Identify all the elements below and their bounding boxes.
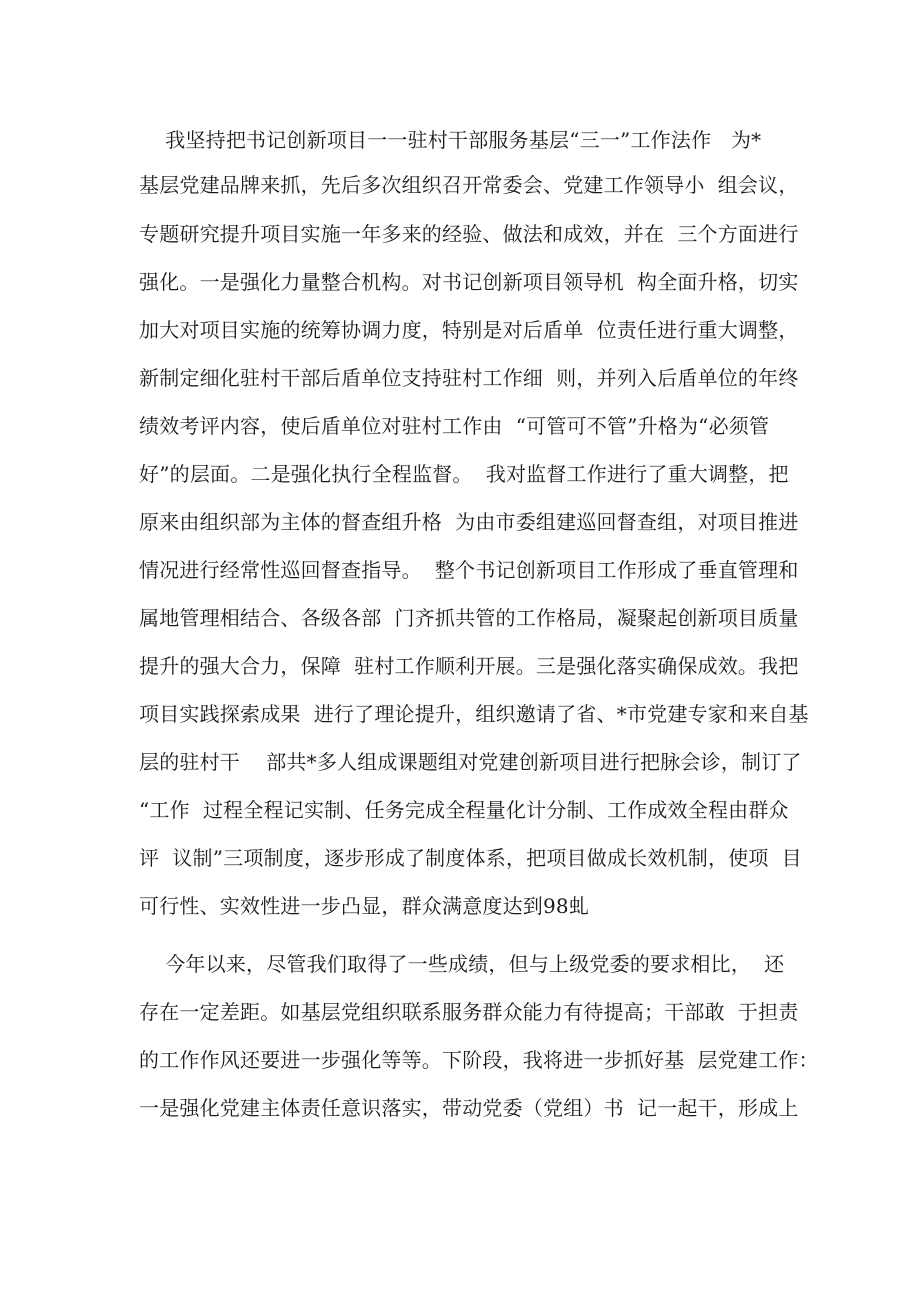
- text-line: 存在一定差距。如基层党组织联系服务群众能力有待提高；干部敢 于担责: [139, 1000, 799, 1024]
- text-line: 属地管理相结合、各级各部 门齐抓共管的工作格局，凝聚起创新项目质量: [139, 606, 799, 630]
- text-line: 强化。一是强化力量整合机构。对书记创新项目领导机 构全面升格，切实: [139, 270, 799, 294]
- text-line: 我坚持把书记创新项目一一驻村干部服务基层“三一”工作法作 为*: [139, 128, 762, 152]
- text-line: 情况进行经常性巡回督查指导。 整个书记创新项目工作形成了垂直管理和: [139, 558, 799, 582]
- text-line: “工作 过程全程记实制、任务完成全程量化计分制、工作成效全程由群众: [139, 798, 789, 822]
- text-line: 好”的层面。二是强化执行全程监督。 我对监督工作进行了重大调整，把: [139, 462, 789, 486]
- text-line: 加大对项目实施的统筹协调力度，特别是对后盾单 位责任进行重大调整，: [139, 318, 799, 342]
- text-line: 的工作作风还要进一步强化等等。下阶段，我将进一步抓好基 层党建工作：: [139, 1048, 819, 1072]
- text-line: 一是强化党建主体责任意识落实，带动党委（党组）书 记一起干，形成上: [139, 1096, 799, 1120]
- text-line: 项目实践探索成果 进行了理论提升，组织邀请了省、*市党建专家和来自基: [139, 702, 809, 726]
- text-line: 基层党建品牌来抓，先后多次组织召开常委会、党建工作领导小 组会议，: [139, 173, 799, 197]
- text-line: 专题研究提升项目实施一年多来的经验、做法和成效，并在 三个方面进行: [139, 222, 799, 246]
- text-line: 绩效考评内容，使后盾单位对驻村工作由 “可管可不管”升格为“必须管: [139, 414, 770, 438]
- text-line: 可行性、实效性进一步凸显，群众满意度达到98虬: [139, 894, 590, 918]
- text-line: 评 议制”三项制度，逐步形成了制度体系，把项目做成长效机制，使项 目: [139, 846, 802, 870]
- text-line: 原来由组织部为主体的督查组升格 为由市委组建巡回督查组，对项目推进: [139, 510, 799, 534]
- text-line: 提升的强大合力，保障 驻村工作顺利开展。三是强化落实确保成效。我把: [139, 654, 799, 678]
- text-line: 新制定细化驻村干部后盾单位支持驻村工作细 则，并列入后盾单位的年终: [139, 366, 799, 390]
- text-line: 层的驻村干 部共*多人组成课题组对党建创新项目进行把脉会诊，制订了: [139, 750, 802, 774]
- text-line: 今年以来，尽管我们取得了一些成绩，但与上级党委的要求相比， 还: [139, 952, 785, 976]
